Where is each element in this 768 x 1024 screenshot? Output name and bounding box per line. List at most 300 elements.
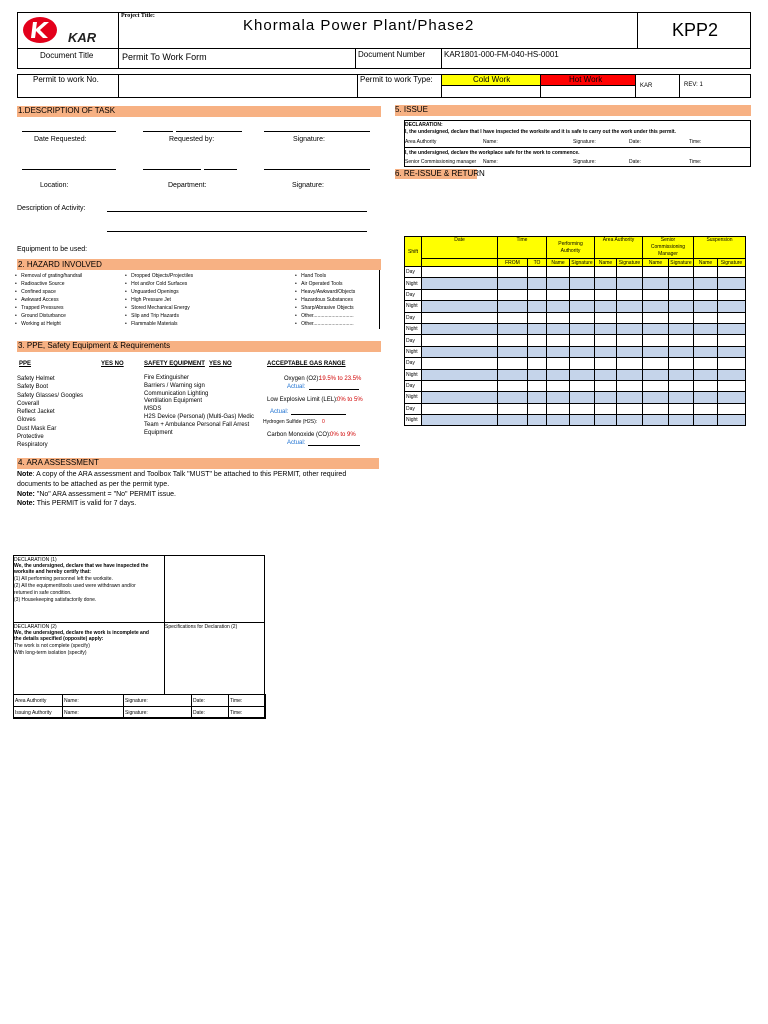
safety-header: SAFETY EQUIPMENT — [144, 361, 205, 367]
reissue-cell[interactable] — [718, 415, 746, 426]
signature-label-2: Signature: — [292, 182, 324, 189]
reissue-cell[interactable] — [617, 267, 643, 278]
reissue-cell[interactable] — [547, 301, 570, 312]
from-header: FROM — [498, 259, 528, 267]
reissue-cell[interactable] — [718, 380, 746, 391]
reissue-cell[interactable] — [669, 301, 694, 312]
reissue-row — [405, 278, 746, 289]
signature-label-1: Signature: — [293, 136, 325, 143]
requested-by-label: Requested by: — [169, 136, 215, 143]
decl1-line-2: (2) All the equipment/tools used were withdrawn and/or — [14, 583, 136, 589]
reissue-cell[interactable] — [547, 415, 570, 426]
reissue-cell[interactable] — [547, 392, 570, 403]
area-authority-date[interactable]: Date: — [192, 695, 229, 707]
reissue-cell[interactable] — [498, 312, 528, 323]
ppe-item[interactable]: Respiratory — [17, 442, 48, 449]
document-title-label: Document Title — [40, 51, 94, 60]
requested-line-b — [176, 131, 242, 132]
reissue-cell[interactable] — [570, 369, 595, 380]
hazard-item[interactable]: • Working at Height — [15, 321, 61, 327]
lel-actual-label: Actual: — [270, 409, 289, 415]
reissue-cell[interactable] — [643, 289, 669, 300]
safety-item[interactable]: Communication Lighting — [144, 390, 209, 397]
reissue-cell[interactable] — [718, 267, 746, 278]
reissue-cell[interactable] — [570, 301, 595, 312]
ppe-item[interactable]: Safety Glasses/ Googles — [17, 392, 84, 399]
reissue-cell[interactable] — [528, 392, 547, 403]
reissue-cell[interactable] — [643, 312, 669, 323]
reissue-cell[interactable] — [498, 335, 528, 346]
reissue-row — [405, 380, 746, 391]
reissue-cell[interactable] — [528, 323, 547, 334]
reissue-cell[interactable] — [694, 403, 718, 414]
reissue-cell[interactable] — [694, 301, 718, 312]
reissue-cell[interactable] — [570, 267, 595, 278]
reissue-cell[interactable] — [617, 392, 643, 403]
description-label: Description of Activity: — [17, 205, 86, 212]
name-header: Name — [694, 259, 718, 267]
reissue-cell[interactable] — [528, 415, 547, 426]
reissue-row — [405, 289, 746, 300]
section4-title: 4. ARA ASSESSMENT — [18, 458, 99, 467]
reissue-cell[interactable] — [498, 403, 528, 414]
name-header: Name — [643, 259, 669, 267]
hazard-item[interactable]: • Other............................. — [295, 313, 354, 319]
ppe-item[interactable]: Safety Helmet — [17, 376, 55, 382]
shift-cell: Night — [405, 301, 422, 312]
reissue-cell[interactable] — [570, 358, 595, 369]
decl2-spec-label: Specifications for Declaration (2) — [165, 624, 238, 630]
reissue-cell[interactable] — [498, 301, 528, 312]
reissue-cell[interactable] — [617, 335, 643, 346]
description-line-2[interactable] — [107, 231, 367, 232]
reissue-cell[interactable] — [570, 335, 595, 346]
reissue-cell[interactable] — [528, 335, 547, 346]
section3-title: 3. PPE, Safety Equipment & Requirements — [18, 341, 171, 350]
reissue-cell[interactable] — [422, 301, 498, 312]
reissue-cell[interactable] — [422, 403, 498, 414]
reissue-cell[interactable] — [617, 346, 643, 357]
reissue-cell[interactable] — [617, 369, 643, 380]
hazard-item[interactable]: • Ground Disturbance — [15, 313, 66, 319]
reissue-cell[interactable] — [694, 415, 718, 426]
reissue-cell[interactable] — [669, 380, 694, 391]
reissue-cell[interactable] — [617, 289, 643, 300]
hazard-item[interactable]: • Heavy/Awkward/Objects — [295, 289, 356, 295]
reissue-cell[interactable] — [528, 380, 547, 391]
reissue-cell[interactable] — [669, 358, 694, 369]
department-label: Department: — [168, 182, 207, 189]
time-header: Time — [498, 237, 547, 259]
reissue-cell[interactable] — [643, 267, 669, 278]
ara-note-1: Note: A copy of the ARA assessment and Toolbox Talk "MUST" be attached to this PERMIT, other required — [17, 471, 347, 478]
cold-work-check[interactable] — [441, 85, 541, 98]
oxygen-range: 19.5% to 23.5% — [319, 376, 362, 382]
reissue-cell[interactable] — [498, 267, 528, 278]
reissue-cell[interactable] — [669, 312, 694, 323]
reissue-cell[interactable] — [570, 380, 595, 391]
reissue-cell[interactable] — [617, 358, 643, 369]
hazard-item[interactable]: • Dropped Objects/Projectiles — [125, 273, 194, 279]
ara-note-2: Note: "No" ARA assessment = "No" PERMIT issue. — [17, 491, 177, 498]
safety-item[interactable]: Ventilation Equipment — [144, 398, 203, 405]
reissue-cell[interactable] — [643, 301, 669, 312]
hazard-item[interactable]: • Slip and Trip Hazards — [125, 313, 179, 319]
reissue-cell[interactable] — [595, 369, 617, 380]
issue-name-1: Name: — [483, 139, 498, 145]
hazard-item[interactable]: • Confined space — [15, 289, 56, 295]
hazard-item[interactable]: • Trapped Pressures — [15, 305, 64, 311]
reissue-cell[interactable] — [718, 278, 746, 289]
hazard-item[interactable]: • Hot and/or Cold Surfaces — [125, 281, 188, 287]
issue-declaration-title: DECLARATION: — [405, 122, 443, 128]
declaration-hdivider-1 — [13, 622, 265, 623]
reissue-cell[interactable] — [422, 289, 498, 300]
reissue-cell[interactable] — [694, 323, 718, 334]
hazard-item[interactable]: • High Pressure Jet — [125, 297, 171, 303]
reissue-row — [405, 335, 746, 346]
hazard-item[interactable]: • Removal of grating/handrail — [15, 273, 83, 279]
reissue-cell[interactable] — [498, 323, 528, 334]
hazard-item[interactable]: • Unguarded Openings — [125, 289, 179, 295]
reissue-cell[interactable] — [498, 415, 528, 426]
area-authority-label: Area Authority — [14, 695, 63, 707]
reissue-cell[interactable] — [422, 358, 498, 369]
co-actual-field[interactable] — [308, 445, 360, 446]
reissue-cell[interactable] — [528, 346, 547, 357]
reissue-cell[interactable] — [595, 278, 617, 289]
hazard-item[interactable]: • Stored Mechanical Energy — [125, 305, 190, 311]
issuing-authority-time[interactable]: Time: — [229, 707, 266, 719]
decl1-line-1: (1) All performing personnel left the worksite. — [14, 576, 113, 582]
reissue-cell[interactable] — [617, 415, 643, 426]
ara-note-3: Note: This PERMIT is valid for 7 days. — [17, 500, 137, 507]
ara-note-1b: documents to be attached as per the permit type. — [17, 481, 170, 488]
reissue-cell[interactable] — [595, 346, 617, 357]
hazard-item[interactable]: • Radioactive Source — [15, 281, 65, 287]
reissue-cell[interactable] — [547, 267, 570, 278]
reissue-cell[interactable] — [528, 312, 547, 323]
hazard-item[interactable]: • Air Operated Tools — [295, 281, 343, 287]
date-requested-label: Date Requested: — [34, 136, 87, 143]
ppe-item[interactable]: Dust Mask Ear — [17, 425, 57, 432]
reissue-cell[interactable] — [547, 289, 570, 300]
reissue-cell[interactable] — [528, 301, 547, 312]
performing-header: Performing Authority — [547, 237, 595, 259]
senior-header: Senior Commissioning Manager — [643, 237, 694, 259]
safety-item[interactable]: Barriers / Warning sign — [144, 382, 205, 389]
reissue-cell[interactable] — [643, 335, 669, 346]
reissue-cell[interactable] — [643, 278, 669, 289]
reissue-cell[interactable] — [528, 278, 547, 289]
reissue-cell[interactable] — [617, 323, 643, 334]
reissue-cell[interactable] — [595, 289, 617, 300]
issue-divider — [404, 147, 751, 148]
reissue-cell[interactable] — [422, 369, 498, 380]
reissue-cell[interactable] — [669, 392, 694, 403]
description-line-1[interactable] — [107, 211, 367, 212]
reissue-cell[interactable] — [422, 267, 498, 278]
reissue-cell[interactable] — [547, 323, 570, 334]
reissue-cell[interactable] — [694, 346, 718, 357]
ppe-list — [17, 375, 107, 450]
reissue-cell[interactable] — [669, 335, 694, 346]
decl1-bold-2: worksite and hereby certify that: — [14, 569, 91, 575]
reissue-cell[interactable] — [718, 323, 746, 334]
signature-header: Signature — [670, 259, 692, 266]
reissue-cell[interactable] — [595, 301, 617, 312]
co-label: Carbon Monoxide (CO): — [267, 432, 331, 438]
reissue-cell[interactable] — [498, 358, 528, 369]
h2s-range: 0 — [322, 419, 325, 425]
date-line — [22, 131, 116, 132]
reissue-cell[interactable] — [669, 403, 694, 414]
company: KAR — [640, 83, 653, 89]
department-line-a — [143, 169, 201, 170]
hazard-item[interactable]: • Sharp/Abrasive Objects — [295, 305, 354, 311]
issue-date-1: Date: — [629, 139, 641, 145]
hazard-item[interactable]: • Awkward Access — [15, 297, 59, 303]
ppe-item[interactable]: Gloves — [17, 417, 36, 424]
reissue-cell[interactable] — [694, 335, 718, 346]
reissue-cell[interactable] — [528, 369, 547, 380]
reissue-cell[interactable] — [643, 403, 669, 414]
oxygen-label: Oxygen (O2): — [284, 376, 321, 382]
reissue-cell[interactable] — [422, 278, 498, 289]
reissue-cell[interactable] — [595, 358, 617, 369]
reissue-cell[interactable] — [643, 415, 669, 426]
ppe-item[interactable]: Coverall — [17, 400, 40, 407]
reissue-cell[interactable] — [718, 335, 746, 346]
location-line — [22, 169, 116, 170]
permit-type-label: Permit to work Type: — [360, 75, 433, 84]
reissue-cell[interactable] — [617, 278, 643, 289]
reissue-cell[interactable] — [694, 312, 718, 323]
shift-cell: Day — [405, 312, 422, 323]
section2-title: 2. HAZARD INVOLVED — [18, 260, 102, 269]
reissue-cell[interactable] — [617, 403, 643, 414]
reissue-cell[interactable] — [422, 323, 498, 334]
reissue-cell[interactable] — [694, 278, 718, 289]
reissue-cell[interactable] — [570, 392, 595, 403]
reissue-cell[interactable] — [422, 346, 498, 357]
reissue-cell[interactable] — [595, 415, 617, 426]
shift-cell: Night — [405, 346, 422, 357]
reissue-cell[interactable] — [694, 267, 718, 278]
reissue-cell[interactable] — [617, 380, 643, 391]
safety-item[interactable]: H2S Device (Personal) (Multi-Gas) Medic — [144, 413, 255, 420]
reissue-cell[interactable] — [595, 267, 617, 278]
reissue-cell[interactable] — [694, 369, 718, 380]
reissue-cell[interactable] — [669, 278, 694, 289]
reissue-cell[interactable] — [528, 403, 547, 414]
reissue-cell[interactable] — [547, 369, 570, 380]
safety-item[interactable]: Equipment — [144, 429, 173, 436]
reissue-cell[interactable] — [547, 346, 570, 357]
hazard-item[interactable]: • Hand Tools — [295, 273, 327, 279]
decl2-bold-1: We, the undersigned, declare the work is incomplete and — [14, 630, 149, 636]
reissue-cell[interactable] — [718, 403, 746, 414]
reissue-cell[interactable] — [570, 289, 595, 300]
reissue-cell[interactable] — [422, 380, 498, 391]
issuing-authority-name[interactable]: Name: — [63, 707, 124, 719]
reissue-cell[interactable] — [669, 289, 694, 300]
reissue-table — [404, 236, 746, 426]
reissue-row — [405, 312, 746, 323]
signature-line-2 — [264, 169, 370, 170]
issue-declaration-text-1: I, the undersigned, declare that I have inspected the worksite and it is safe to carry out the work under this permit. — [405, 129, 676, 135]
reissue-cell[interactable] — [617, 301, 643, 312]
reissue-cell[interactable] — [718, 301, 746, 312]
hot-work-check[interactable] — [540, 85, 636, 98]
reissue-cell[interactable] — [528, 289, 547, 300]
issue-signature-1: Signature: — [573, 139, 596, 145]
department-line-b — [204, 169, 237, 170]
reissue-cell[interactable] — [669, 346, 694, 357]
reissue-cell[interactable] — [498, 289, 528, 300]
shift-cell: Day — [405, 358, 422, 369]
signature-header: Signature — [617, 259, 643, 267]
hot-work-label: Hot Work — [569, 75, 603, 84]
area-header: Area Authority — [595, 237, 643, 259]
reissue-cell[interactable] — [669, 323, 694, 334]
revision: REV: 1 — [684, 82, 703, 88]
issuing-authority-date[interactable]: Date: — [192, 707, 229, 719]
to-header: TO — [528, 259, 547, 267]
project-title: Khormala Power Plant/Phase2 — [243, 17, 475, 34]
reissue-row — [405, 392, 746, 403]
reissue-cell[interactable] — [694, 289, 718, 300]
ppe-item[interactable]: Safety Boot — [17, 384, 49, 391]
shift-cell: Night — [405, 415, 422, 426]
decl1-line-3: returned in safe condition. — [14, 590, 72, 596]
reissue-cell[interactable] — [547, 380, 570, 391]
reissue-cell[interactable] — [498, 392, 528, 403]
reissue-cell[interactable] — [547, 403, 570, 414]
shift-cell: Day — [405, 289, 422, 300]
shift-cell: Night — [405, 278, 422, 289]
reissue-cell[interactable] — [570, 323, 595, 334]
document-title: Permit To Work Form — [122, 52, 207, 62]
reissue-cell[interactable] — [422, 392, 498, 403]
reissue-cell[interactable] — [595, 403, 617, 414]
reissue-row — [405, 267, 746, 278]
section1-title: 1.DESCRIPTION OF TASK — [18, 106, 116, 115]
safety-item[interactable]: Team + Ambulance Personal Fall Arrest — [144, 421, 250, 428]
area-authority-signature[interactable]: Signature: — [124, 695, 192, 707]
reissue-cell[interactable] — [694, 380, 718, 391]
issue-time-2: Time: — [689, 159, 702, 165]
area-authority-name[interactable]: Name: — [63, 695, 124, 707]
reissue-cell[interactable] — [528, 267, 547, 278]
reissue-cell[interactable] — [547, 278, 570, 289]
reissue-cell[interactable] — [570, 278, 595, 289]
reissue-cell[interactable] — [643, 380, 669, 391]
reissue-cell[interactable] — [498, 369, 528, 380]
oxygen-actual-field[interactable] — [309, 389, 359, 390]
reissue-cell[interactable] — [718, 392, 746, 403]
reissue-cell[interactable] — [643, 346, 669, 357]
reissue-cell[interactable] — [718, 346, 746, 357]
reissue-cell[interactable] — [422, 312, 498, 323]
reissue-cell[interactable] — [498, 346, 528, 357]
reissue-cell[interactable] — [422, 415, 498, 426]
reissue-cell[interactable] — [643, 358, 669, 369]
reissue-cell[interactable] — [528, 358, 547, 369]
decl2-title: DECLARATION (2) — [14, 624, 57, 630]
shift-cell: Night — [405, 369, 422, 380]
document-number: KAR1801-000-FM-040-HS-0001 — [444, 50, 559, 59]
safety-yes-no: YES NO — [209, 361, 232, 367]
reissue-cell[interactable] — [595, 380, 617, 391]
reissue-cell[interactable] — [547, 358, 570, 369]
reissue-cell[interactable] — [595, 312, 617, 323]
project-title-label: Project Title: — [121, 13, 155, 19]
decl1-line-4: (3) Housekeeping satisfactorily done. — [14, 597, 97, 603]
reissue-cell[interactable] — [617, 312, 643, 323]
reissue-cell[interactable] — [595, 392, 617, 403]
reissue-cell[interactable] — [547, 335, 570, 346]
name-header: Name — [595, 259, 617, 267]
reissue-cell[interactable] — [498, 278, 528, 289]
reissue-cell[interactable] — [595, 323, 617, 334]
reissue-cell[interactable] — [570, 403, 595, 414]
reissue-cell[interactable] — [570, 312, 595, 323]
reissue-row — [405, 358, 746, 369]
reissue-cell[interactable] — [669, 415, 694, 426]
co-actual-label: Actual: — [287, 440, 306, 446]
reissue-cell[interactable] — [643, 392, 669, 403]
issuing-authority-signature[interactable]: Signature: — [124, 707, 192, 719]
decl2-bold-2: the details specified (opposite) apply: — [14, 636, 104, 642]
reissue-cell[interactable] — [422, 335, 498, 346]
reissue-cell[interactable] — [694, 392, 718, 403]
reissue-cell[interactable] — [570, 346, 595, 357]
reissue-cell[interactable] — [669, 267, 694, 278]
hazard-item[interactable]: • Hazardous Substances — [295, 297, 353, 303]
reissue-cell[interactable] — [547, 312, 570, 323]
permit-no-label: Permit to work No. — [33, 75, 99, 84]
reissue-cell[interactable] — [718, 358, 746, 369]
ppe-header: PPE — [19, 361, 32, 367]
reissue-cell[interactable] — [643, 369, 669, 380]
safety-item[interactable]: MSDS — [144, 406, 162, 413]
hazard-item[interactable]: • Flammable Materials — [125, 321, 178, 327]
shift-cell: Night — [405, 323, 422, 334]
permit-no-field[interactable] — [118, 74, 358, 98]
lel-actual-field[interactable] — [291, 414, 346, 415]
reissue-cell[interactable] — [595, 335, 617, 346]
reissue-cell[interactable] — [570, 415, 595, 426]
hazard-item[interactable]: • Other............................. — [295, 321, 354, 327]
safety-item[interactable]: Fire Extinguisher — [144, 375, 190, 381]
area-authority-time[interactable]: Time: — [229, 695, 266, 707]
reissue-cell[interactable] — [669, 369, 694, 380]
project-code: KPP2 — [672, 20, 719, 40]
date-header: Date — [422, 237, 498, 259]
ppe-item[interactable]: Protective — [17, 434, 44, 441]
name-header: Name — [547, 259, 570, 267]
ppe-item[interactable]: Reflect Jacket — [17, 409, 55, 416]
reissue-cell[interactable] — [643, 323, 669, 334]
reissue-cell[interactable] — [498, 380, 528, 391]
reissue-cell[interactable] — [718, 369, 746, 380]
reissue-cell[interactable] — [694, 358, 718, 369]
reissue-cell[interactable] — [718, 312, 746, 323]
hazard-list-border — [379, 270, 380, 329]
reissue-cell[interactable] — [718, 289, 746, 300]
decl2-line-2: With long-term isolation (specify) — [14, 650, 87, 656]
